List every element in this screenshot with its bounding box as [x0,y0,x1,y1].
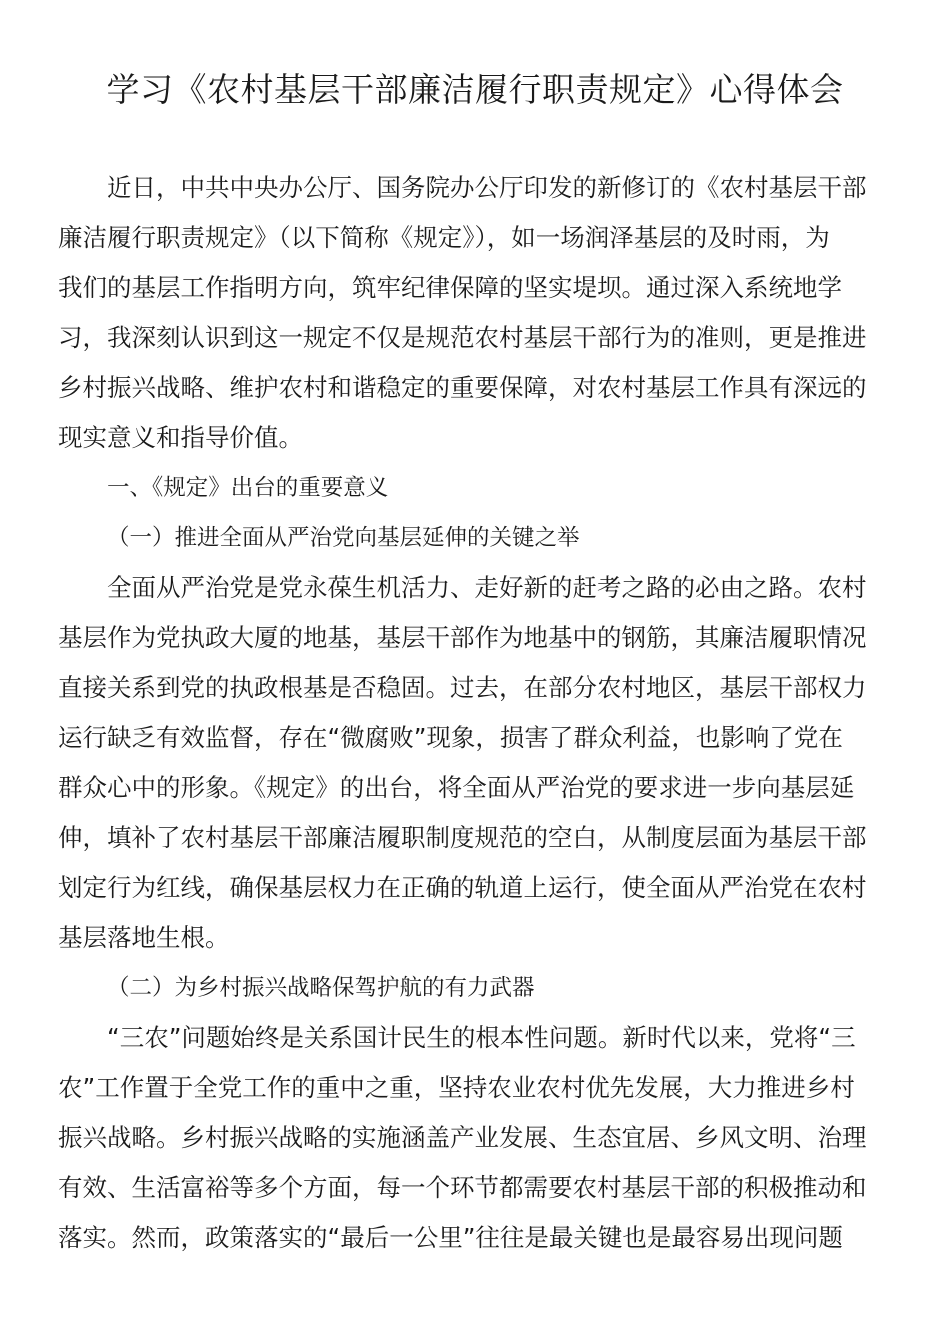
paragraph-line: 基层作为党执政大厦的地基，基层干部作为地基中的钢筋，其廉洁履职情况 [58,623,867,652]
paragraph-line: 有效、生活富裕等多个方面，每一个环节都需要农村基层干部的积极推动和 [58,1173,867,1202]
paragraph-line: 农”工作置于全党工作的重中之重，坚持农业农村优先发展，大力推进乡村 [58,1073,855,1102]
section-heading: 一、《规定》出台的重要意义 [107,475,389,501]
paragraph-line: 基层落地生根。 [58,923,230,952]
subsection-heading: （一）推进全面从严治党向基层延伸的关键之举 [107,525,580,551]
paragraph-line: 我们的基层工作指明方向，筑牢纪律保障的坚实堤坝。通过深入系统地学 [58,273,842,302]
paragraph-line: 落实。然而，政策落实的“最后一公里”往往是最关键也是最容易出现问题 [58,1223,843,1252]
document-title: 学习《农村基层干部廉洁履行职责规定》心得体会 [106,70,844,109]
paragraph-line: “三农”问题始终是关系国计民生的根本性问题。新时代以来，党将“三 [107,1023,856,1052]
subsection-heading: （二）为乡村振兴战略保驾护航的有力武器 [107,975,535,1001]
paragraph-line: 划定行为红线，确保基层权力在正确的轨道上运行，使全面从严治党在农村 [58,873,867,902]
paragraph-line: 振兴战略。乡村振兴战略的实施涵盖产业发展、生态宜居、乡风文明、治理 [58,1123,867,1152]
paragraph-line: 习，我深刻认识到这一规定不仅是规范农村基层干部行为的准则，更是推进 [58,323,867,352]
paragraph-line: 全面从严治党是党永葆生机活力、走好新的赶考之路的必由之路。农村 [107,573,867,602]
paragraph-line: 乡村振兴战略、维护农村和谐稳定的重要保障，对农村基层工作具有深远的 [58,373,867,402]
paragraph-line: 近日，中共中央办公厅、国务院办公厅印发的新修订的《农村基层干部 [107,173,867,202]
paragraph-line: 群众心中的形象。《规定》的出台，将全面从严治党的要求进一步向基层延 [58,773,855,802]
paragraph-line: 廉洁履行职责规定》（以下简称《规定》），如一场润泽基层的及时雨，为 [58,223,830,252]
paragraph-line: 直接关系到党的执政根基是否稳固。过去，在部分农村地区，基层干部权力 [58,673,867,702]
document-body [58,163,892,1263]
paragraph-line: 运行缺乏有效监督，存在“微腐败”现象，损害了群众利益，也影响了党在 [58,723,843,752]
paragraph-line: 现实意义和指导价值。 [58,423,303,452]
paragraph-line: 伸，填补了农村基层干部廉洁履职制度规范的空白，从制度层面为基层干部 [58,823,867,852]
